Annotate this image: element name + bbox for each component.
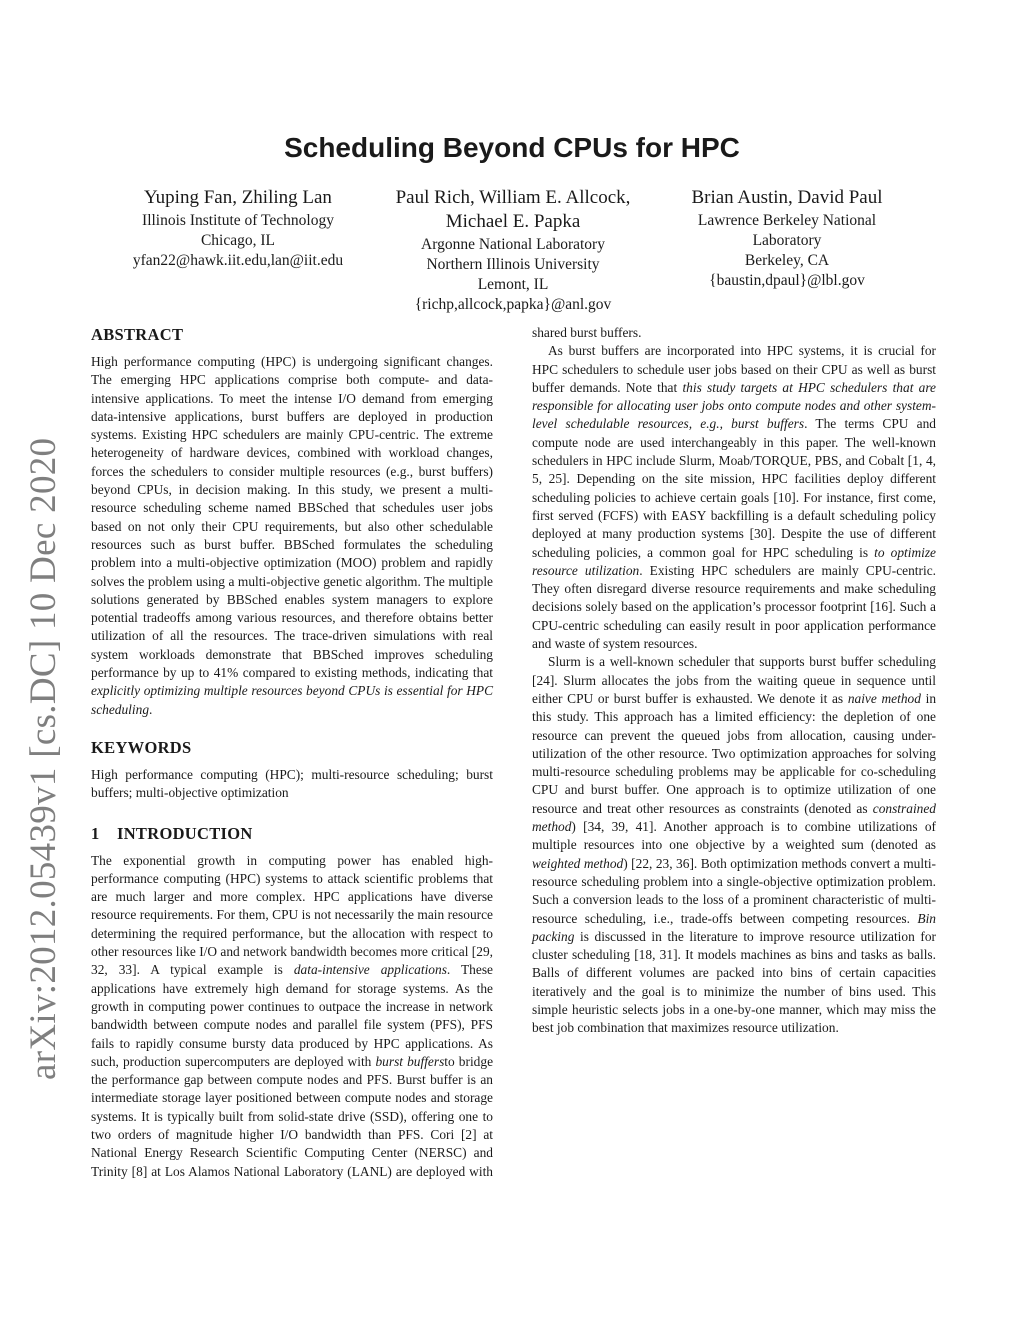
affiliation-line: Argonne National Laboratory <box>421 236 605 253</box>
affiliation-line: Berkeley, CA <box>744 252 830 269</box>
keywords-heading: KEYWORDS <box>91 737 192 757</box>
author-email: {richp,allcock,papka}@anl.gov <box>414 296 612 313</box>
affiliation-line: Northern Illinois University <box>426 256 600 273</box>
introduction-heading <box>91 823 493 845</box>
author-names: Yuping Fan, Zhiling Lan <box>144 187 332 208</box>
keywords-text: High performance computing (HPC); multi-resource scheduling; burst buffers; multi-objective optimization <box>91 766 493 801</box>
abstract-heading: ABSTRACT <box>91 325 184 344</box>
author-block-1 <box>100 186 376 271</box>
abstract-text: High performance computing (HPC) is undergoing significant changes. The emerging HPC applications comprise both compute- and data-intensive applications. To meet the intense I/O demand from emerging data-intensive applications, burst buffers are deployed in production systems. Existing HPC schedulers are mainly CPU-centric. The extreme heterogeneity of hardware devices, combined with workload changes, forces the schedulers to consider multiple resources (e.g., burst buffers) beyond CPUs, in decision making. In this study, we present a multi-resource scheduling scheme named BBSched that schedules user jobs based on not only their CPU requirements, but also other schedulable resources such as burst buffer. BBSched formulates the scheduling problem into a multi-objective optimization (MOO) problem and rapidly solves the problem using a multi-objective genetic algorithm. The multiple solutions generated by BBSched enables system managers to explore potential tradeoffs among various resources, and therefore obtains better utilization of all the resources. The trace-driven simulations with real system workloads demonstrate that BBSched improves scheduling performance by up to 41% compared to existing methods, indicating that explicitly optimizing multiple resources beyond CPUs is essential for HPC scheduling. <box>91 354 493 717</box>
paper-title: Scheduling Beyond CPUs for HPC <box>284 132 740 163</box>
intro-paragraph-1: The exponential growth in computing power has enabled high-performance computing (HPC) systems to attack scientific problems that are much larger and more complex. HPC applications have diverse resource requirements. For them, CPU is not necessarily the main resource determining the required performance, but the allocation with respect to other resources like I/O and network bandwidth becomes more critical [29, 32, 33]. A typical example is data-intensive applications. These applications have extremely high demand for storage systems. As the growth in computing power continues to outpace the increase in network bandwidth between compute nodes and parallel file system (PFS), PFS fails to rapidly consume bursty data produced by HPC applications. As such, production supercomputers are deployed with burst buffersto bridge the performance gap between compute nodes and PFS. Burst buffer is an intermediate storage layer positioned between compute nodes and storage systems. It is typically built from solid-state drive (SSD), offering one to two orders of magnitude higher I/O bandwidth than PFS. Cori [2] at National Energy Research Scientific Computing Center (NERSC) and Trinity [8] at Los Alamos National Laboratory (LANL) are deployed with <box>91 852 494 1179</box>
affiliation-line: Lawrence Berkeley National Laboratory <box>697 212 877 249</box>
arxiv-identifier: arXiv:2012.05439v1 [cs.DC] 10 Dec 2020 <box>23 437 64 1080</box>
left-column <box>91 324 493 1181</box>
author-block-2 <box>382 186 644 315</box>
section-number: 1 <box>91 823 100 843</box>
author-names: Paul Rich, William E. Allcock, Michael E. Papka <box>395 187 631 232</box>
author-block-3 <box>676 186 898 291</box>
affiliation-line: Lemont, IL <box>477 276 549 293</box>
author-email: {baustin,dpaul}@lbl.gov <box>709 272 865 289</box>
intro-paragraph-2: As burst buffers are incorporated into HPC systems, it is crucial for HPC schedulers to schedule user jobs based on their CPU as well as burst buffer demands. Note that this study targets at HPC schedulers that are responsible for allocating user jobs onto compute nodes and other system-level schedulable resources, e.g., burst buffers. The terms CPU and compute node are used interchangeably in this paper. The well-known schedulers in HPC include Slurm, Moab/TORQUE, PBS, and Cobalt [1, 4, 5, 25]. Depending on the site mission, HPC facilities deploy different scheduling policies to achieve certain goals [10]. For instance, first come, first served (FCFS) with EASY backfilling is a default scheduling policy deployed at many production systems [30]. Despite the use of different scheduling policies, a common goal for HPC scheduling is to optimize resource utilization. Existing HPC schedulers are mainly CPU-centric. They often disregard diverse resource requirements and make scheduling decisions solely based on the application’s processor footprint [16]. Such a CPU-centric scheduling can easily result in poor application performance and waste of system resources. <box>532 343 937 652</box>
affiliation-line: Illinois Institute of Technology <box>142 212 334 229</box>
affiliation-line: Chicago, IL <box>200 232 276 249</box>
author-email: yfan22@hawk.iit.edu,lan@iit.edu <box>132 252 344 269</box>
author-names: Brian Austin, David Paul <box>691 187 883 208</box>
right-column <box>532 324 936 1038</box>
intro-paragraph-1-continued: shared burst buffers. <box>532 325 642 340</box>
section-title: INTRODUCTION <box>117 823 253 843</box>
intro-paragraph-3: Slurm is a well-known scheduler that supports burst buffer scheduling [24]. Slurm allocates the jobs from the waiting queue in sequence until either CPU or burst buffer is exhausted. We denote it as naive method in this study. This approach has a limited efficiency: the depletion of one resource can prevent the queued jobs from allocation, causing under-utilization of the other resource. Two optimization approaches for solving multi-resource scheduling problems may be applicable for co-scheduling CPU and burst buffer. One approach is to optimize utilization of one resource and treat other resources as constraints (denoted as constrained method) [34, 39, 41]. Another approach is to combine utilizations of multiple resources into one objective by a weighted sum (denoted as weighted method) [22, 23, 36]. Both optimization methods convert a multi-resource scheduling problem into a single-objective optimization problem. Such a conversion leads to the loss of a prominent characteristic of multi-resource scheduling, i.e., trade-offs between competing resources. Bin packing is discussed in the literature to improve resource utilization for cluster scheduling [18, 31]. It models machines as bins and tasks as balls. Balls of different volumes are packed into bins of certain capacities iteratively and the goal is to minimize the number of bins used. This simple heuristic selects jobs in a one-by-one manner, which may miss the best job combination that maximizes resource utilization. <box>532 654 937 1036</box>
